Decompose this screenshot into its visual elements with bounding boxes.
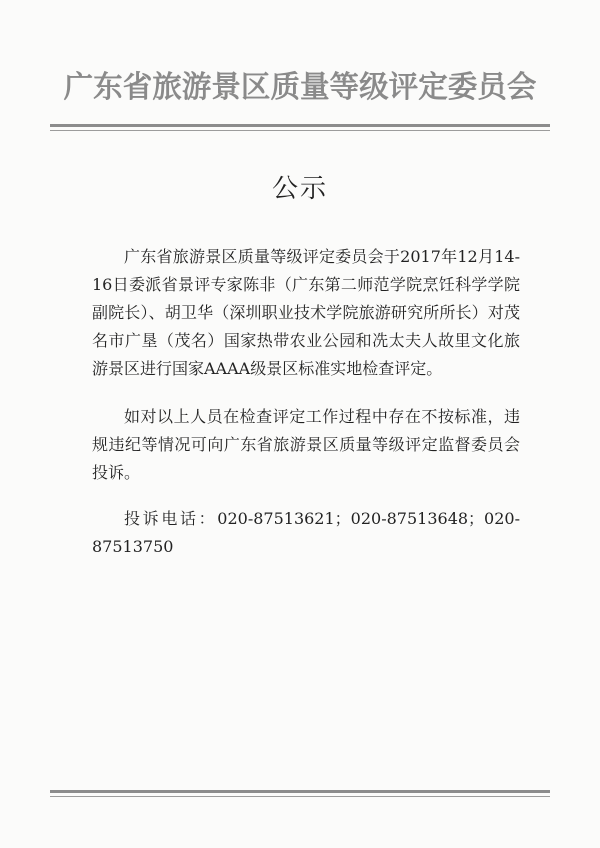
notice-paragraph-1: 广东省旅游景区质量等级评定委员会于2017年12月14-16日委派省景评专家陈非（广东第二师范学院烹饪科学学院副院长）、胡卫华（深圳职业技术学院旅游研究所所长）对茂名市广垦（茂名）国家热带农业公园和冼太夫人故里文化旅游景区进行国家AAAA级景区标准实地检查评定。 <box>92 247 520 378</box>
letterhead-rule-thin <box>50 130 550 131</box>
complaint-phone-line: 投诉电话：020-87513621；020-87513648；020-87513750 <box>92 509 520 556</box>
footer-rule-thick <box>50 790 550 793</box>
footer-rule-thin <box>50 796 550 797</box>
letterhead-title: 广东省旅游景区质量等级评定委员会 <box>63 70 537 105</box>
letterhead-rule-thick <box>50 124 550 127</box>
notice-paragraph-2: 如对以上人员在检查评定工作过程中存在不按标准，违规违纪等情况可向广东省旅游景区质量等级评定监督委员会投诉。 <box>92 407 520 482</box>
notice-title: 公示 <box>271 174 328 204</box>
